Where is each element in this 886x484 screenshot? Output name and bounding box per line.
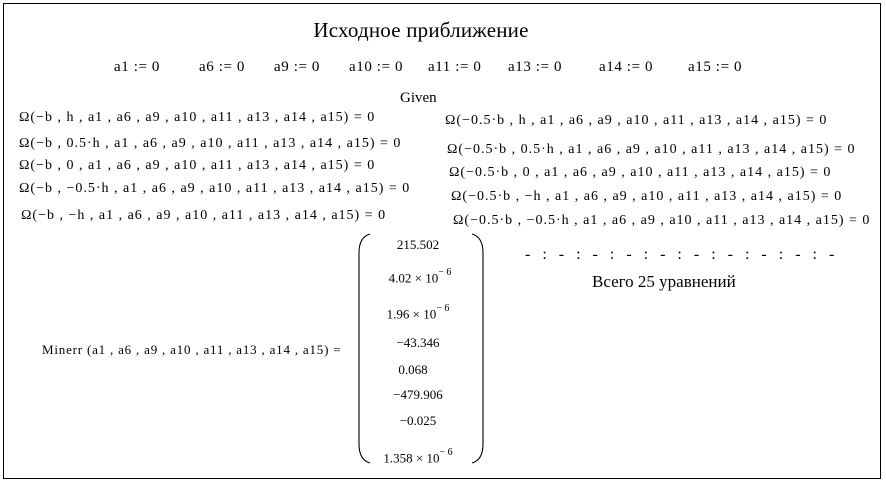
equation-right-5[interactable]: Ω(−0.5·b , −0.5·h , a1 , a6 , a9 , a10 , a11 , a13 , a14 , a15) = 0 bbox=[453, 213, 871, 228]
equation-right-3[interactable]: Ω(−0.5·b , 0 , a1 , a6 , a9 , a10 , a11 , a13 , a14 , a15) = 0 bbox=[449, 165, 832, 180]
result-a11: 0.068 bbox=[398, 362, 428, 377]
equation-left-5[interactable]: Ω(−b , −h , a1 , a6 , a9 , a10 , a11 , a13 , a14 , a15) = 0 bbox=[21, 208, 387, 223]
result-vector[interactable] bbox=[358, 231, 484, 466]
result-a15-exponent: − 6 bbox=[439, 447, 453, 458]
equation-left-4[interactable]: Ω(−b , −0.5·h , a1 , a6 , a9 , a10 , a11 , a13 , a14 , a15) = 0 bbox=[19, 181, 411, 196]
equation-right-1[interactable]: Ω(−0.5·b , h , a1 , a6 , a9 , a10 , a11 , a13 , a14 , a15) = 0 bbox=[445, 113, 828, 128]
minerr-call[interactable]: Minerr (a1 , a6 , a9 , a10 , a11 , a13 , a14 , a15) = bbox=[42, 342, 342, 357]
assign-a14[interactable]: a14 := 0 bbox=[599, 59, 654, 75]
given-keyword[interactable]: Given bbox=[400, 90, 437, 106]
result-a6-exponent: − 6 bbox=[438, 267, 452, 278]
worksheet-title: Исходное приближение bbox=[313, 18, 529, 42]
equation-count-note[interactable]: Всего 25 уравнений bbox=[592, 272, 736, 291]
result-a15-mantissa: 1.358 × 10 bbox=[383, 450, 440, 466]
result-a15 bbox=[368, 449, 468, 466]
separator-line: - : - : - : - : - : - : - : - : - : - bbox=[525, 246, 839, 263]
result-a9-exponent: − 6 bbox=[436, 303, 450, 314]
equation-left-1[interactable]: Ω(−b , h , a1 , a6 , a9 , a10 , a11 , a13 , a14 , a15) = 0 bbox=[19, 110, 376, 125]
assign-a6[interactable]: a6 := 0 bbox=[199, 59, 245, 75]
result-a9-mantissa: 1.96 × 10 bbox=[386, 306, 437, 322]
equation-right-4[interactable]: Ω(−0.5·b , −h , a1 , a6 , a9 , a10 , a11 , a13 , a14 , a15) = 0 bbox=[451, 189, 843, 204]
result-a1: 215.502 bbox=[396, 237, 440, 252]
equation-left-2[interactable]: Ω(−b , 0.5·h , a1 , a6 , a9 , a10 , a11 , a13 , a14 , a15) = 0 bbox=[19, 136, 402, 151]
equation-left-3[interactable]: Ω(−b , 0 , a1 , a6 , a9 , a10 , a11 , a13 , a14 , a15) = 0 bbox=[19, 158, 376, 173]
result-a6 bbox=[370, 269, 470, 286]
result-a9 bbox=[368, 305, 468, 322]
assign-a15[interactable]: a15 := 0 bbox=[688, 59, 743, 75]
assign-a1[interactable]: a1 := 0 bbox=[114, 59, 160, 75]
assign-a9[interactable]: a9 := 0 bbox=[274, 59, 320, 75]
result-a14: −0.025 bbox=[399, 413, 437, 428]
equation-right-2[interactable]: Ω(−0.5·b , 0.5·h , a1 , a6 , a9 , a10 , a11 , a13 , a14 , a15) = 0 bbox=[447, 142, 856, 157]
result-a6-mantissa: 4.02 × 10 bbox=[388, 270, 439, 286]
assign-a13[interactable]: a13 := 0 bbox=[508, 59, 563, 75]
result-a13: −479.906 bbox=[393, 387, 443, 402]
result-a10: −43.346 bbox=[396, 335, 440, 350]
assign-a11[interactable]: a11 := 0 bbox=[428, 59, 482, 75]
assign-a10[interactable]: a10 := 0 bbox=[349, 59, 404, 75]
